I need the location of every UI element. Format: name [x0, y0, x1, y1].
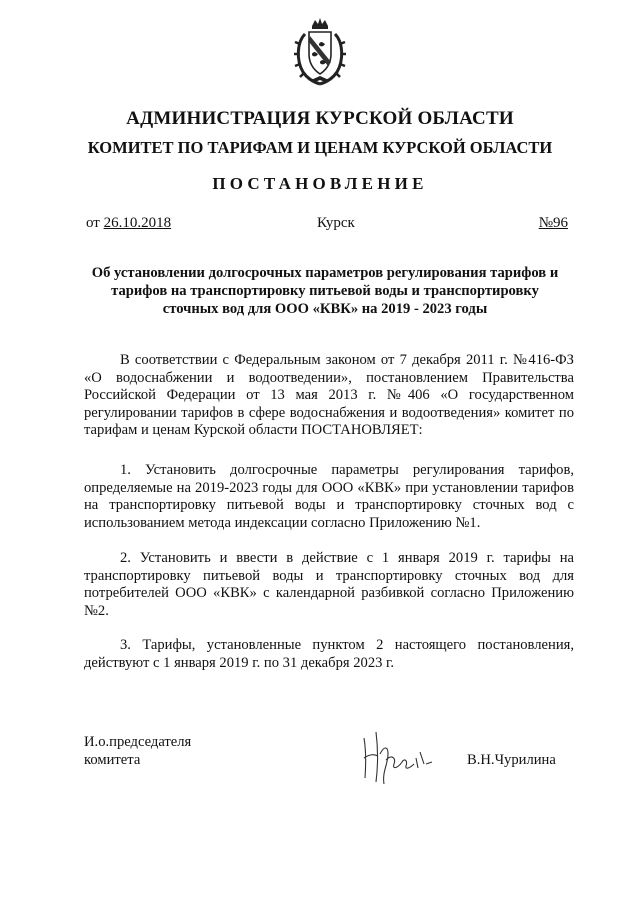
item-2-text: 2. Установить и ввести в действие с 1 января 2019 г. тарифы на транспортировку питьевой воды и транспортировку сточных вод для потребителей ООО «КВК» с календарной разбивкой согласно Приложению №2.: [84, 550, 574, 619]
signatory-position: [84, 734, 191, 769]
handwritten-signature-icon: [358, 724, 448, 788]
position-line-1: И.о.председателя: [84, 734, 192, 750]
item-2-paragraph: [84, 550, 574, 620]
item-1-text: 1. Установить долгосрочные параметры регулирования тарифов, определяемые на 2019-2023 годы для ООО «КВК» при установлении тарифов на транспортировку питьевой воды и транспортировку сточных вод с использованием метода индексации согласно Приложению №1.: [84, 462, 574, 531]
document-date: [86, 215, 171, 232]
item-3-paragraph: [84, 637, 574, 672]
item-3-text: 3. Тарифы, установленные пунктом 2 настоящего постановления, действуют с 1 января 2019 г. по 31 декабря 2023 г.: [84, 637, 574, 671]
date-prefix: от: [86, 215, 104, 231]
committee-title: КОМИТЕТ ПО ТАРИФАМ И ЦЕНАМ КУРСКОЙ ОБЛАСТИ: [87, 138, 553, 157]
document-city: Курск: [317, 215, 355, 231]
document-type: ПОСТАНОВЛЕНИЕ: [212, 174, 428, 193]
document-number: №96: [538, 215, 568, 231]
signatory-name: В.Н.Чурилина: [467, 752, 556, 768]
kursk-coat-of-arms-icon: [291, 16, 349, 88]
preamble-text: В соответствии с Федеральным законом от 7 декабря 2011 г. №416-ФЗ «О водоснабжении и водоотведении», постановлением Правительства Российской Федерации от 13 мая 2013 г. №406 «О государственном регулировании тарифов в сфере водоснабжения и водоотведения» комитет по тарифам и ценам Курской области ПОСТАНОВЛЯЕТ:: [84, 352, 574, 439]
org-title: АДМИНИСТРАЦИЯ КУРСКОЙ ОБЛАСТИ: [126, 108, 514, 129]
item-1-paragraph: [84, 462, 574, 532]
document-subject: Об установлении долгосрочных параметров регулирования тарифов и тарифов на транспортировку питьевой воды и транспортировку сточных вод для ООО «КВК» на 2019 - 2023 годы: [91, 265, 559, 317]
position-line-2: комитета: [84, 751, 141, 768]
preamble-paragraph: [84, 352, 574, 440]
date-value: 26.10.2018: [103, 215, 172, 231]
